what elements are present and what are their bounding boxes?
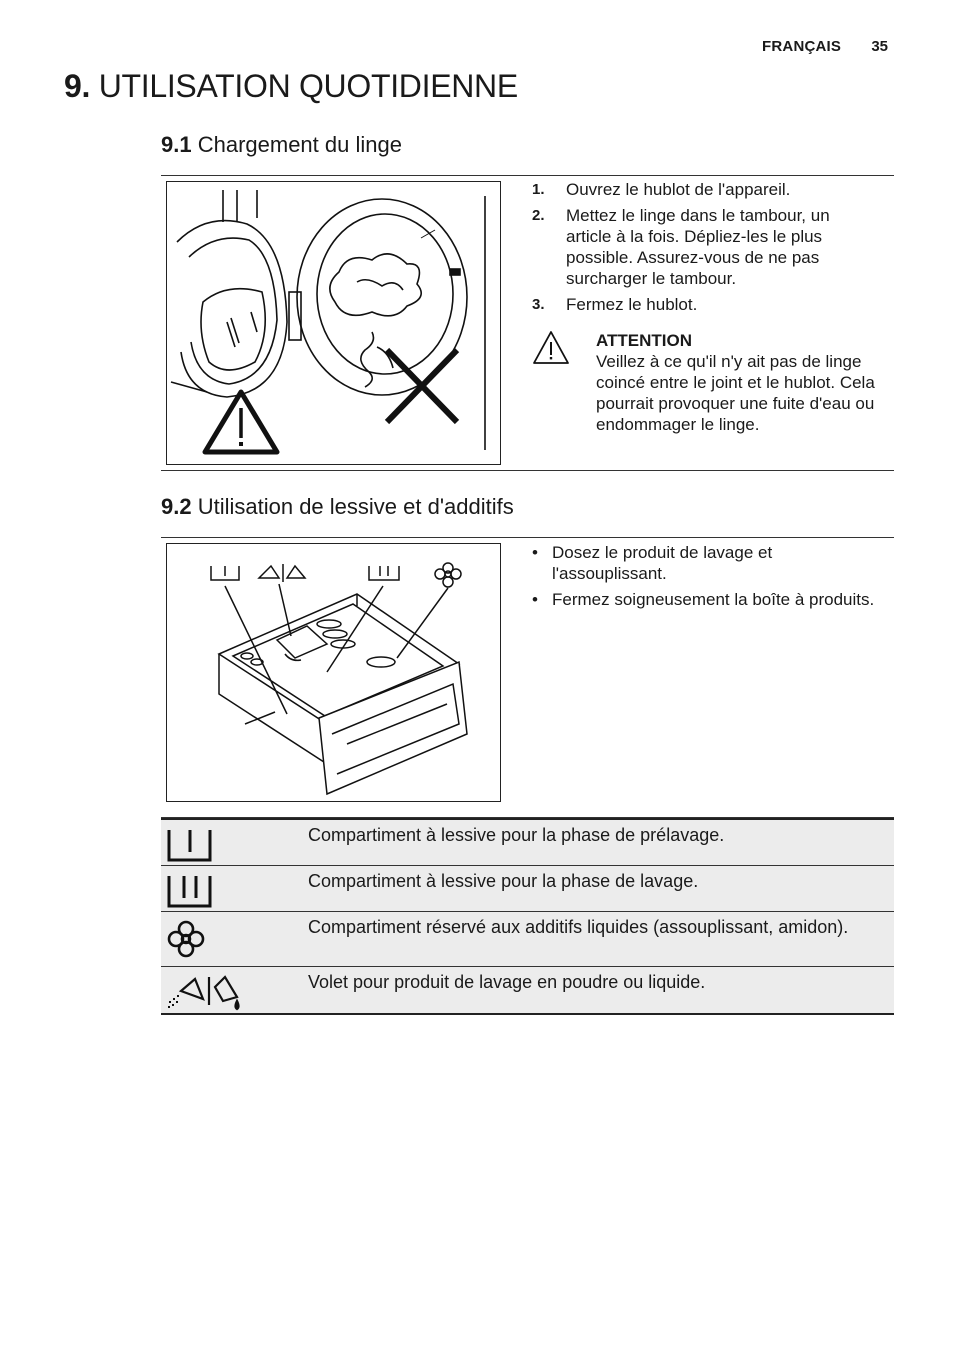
washer-door-drawing bbox=[167, 182, 500, 464]
warning-triangle-icon bbox=[532, 330, 570, 366]
legend-row-flap bbox=[161, 966, 894, 1013]
step-number: 3. bbox=[532, 296, 545, 313]
step-3 bbox=[532, 294, 877, 315]
legend-row-wash bbox=[161, 865, 894, 911]
step-1 bbox=[532, 179, 877, 200]
detergent-drawer-drawing bbox=[167, 544, 500, 801]
powder-liquid-flap-icon bbox=[165, 971, 255, 1015]
bullet-text: Dosez le produit de lavage et l'assouplissant. bbox=[552, 543, 773, 583]
section-title bbox=[64, 68, 518, 105]
compartment-legend-table bbox=[161, 817, 894, 1015]
step-2 bbox=[532, 205, 877, 289]
bullet-item: • Dosez le produit de lavage et l'assouplissant. bbox=[532, 542, 877, 584]
subsection-number: 9.1 bbox=[161, 132, 192, 157]
step-text: Fermez le hublot. bbox=[566, 295, 698, 314]
section-title-text: UTILISATION QUOTIDIENNE bbox=[98, 68, 518, 104]
warning-title: ATTENTION bbox=[596, 331, 693, 350]
wash-compartment-icon bbox=[165, 870, 225, 914]
legend-row-softener bbox=[161, 911, 894, 966]
step-text: Mettez le linge dans le tambour, un article à la fois. Dépliez-les le plus possible. Assurez-vous de ne pas surcharger le tambour. bbox=[566, 206, 830, 288]
running-header bbox=[762, 38, 888, 55]
bullet-text: Fermez soigneusement la boîte à produits. bbox=[552, 590, 875, 609]
step-number: 1. bbox=[532, 181, 545, 198]
legend-row-prewash bbox=[161, 818, 894, 865]
section-number: 9. bbox=[64, 68, 91, 104]
rule-top-92 bbox=[161, 537, 894, 538]
page-number: 35 bbox=[871, 38, 888, 55]
subsection-title-text: Utilisation de lessive et d'additifs bbox=[197, 494, 514, 519]
rule-top-91 bbox=[161, 175, 894, 176]
legend-text: Compartiment à lessive pour la phase de lavage. bbox=[308, 871, 699, 891]
warning-note bbox=[532, 330, 882, 435]
legend-text: Compartiment à lessive pour la phase de prélavage. bbox=[308, 825, 725, 845]
subsection-title-detergent bbox=[161, 494, 514, 520]
dispenser-illustration bbox=[166, 543, 501, 802]
rule-bottom-91 bbox=[161, 470, 894, 471]
subsection-title-loading bbox=[161, 132, 402, 158]
subsection-number: 9.2 bbox=[161, 494, 192, 519]
subsection-title-text: Chargement du linge bbox=[197, 132, 402, 157]
step-text: Ouvrez le hublot de l'appareil. bbox=[566, 180, 791, 199]
flower-softener-icon bbox=[165, 918, 209, 962]
bullet-item: • Fermez soigneusement la boîte à produits. bbox=[532, 590, 875, 609]
warning-text: Veillez à ce qu'il n'y ait pas de linge coincé entre le joint et le hublot. Cela pourrait provoquer une fuite d'eau ou endommager le linge. bbox=[596, 352, 875, 434]
legend-text: Compartiment réservé aux additifs liquides (assouplissant, amidon). bbox=[308, 917, 849, 937]
loading-steps bbox=[532, 179, 877, 320]
detergent-bullets bbox=[532, 542, 877, 615]
language-label: FRANÇAIS bbox=[762, 38, 842, 55]
prewash-compartment-icon bbox=[165, 824, 225, 868]
legend-text: Volet pour produit de lavage en poudre ou liquide. bbox=[308, 972, 706, 992]
loading-illustration bbox=[166, 181, 501, 465]
step-number: 2. bbox=[532, 207, 545, 224]
